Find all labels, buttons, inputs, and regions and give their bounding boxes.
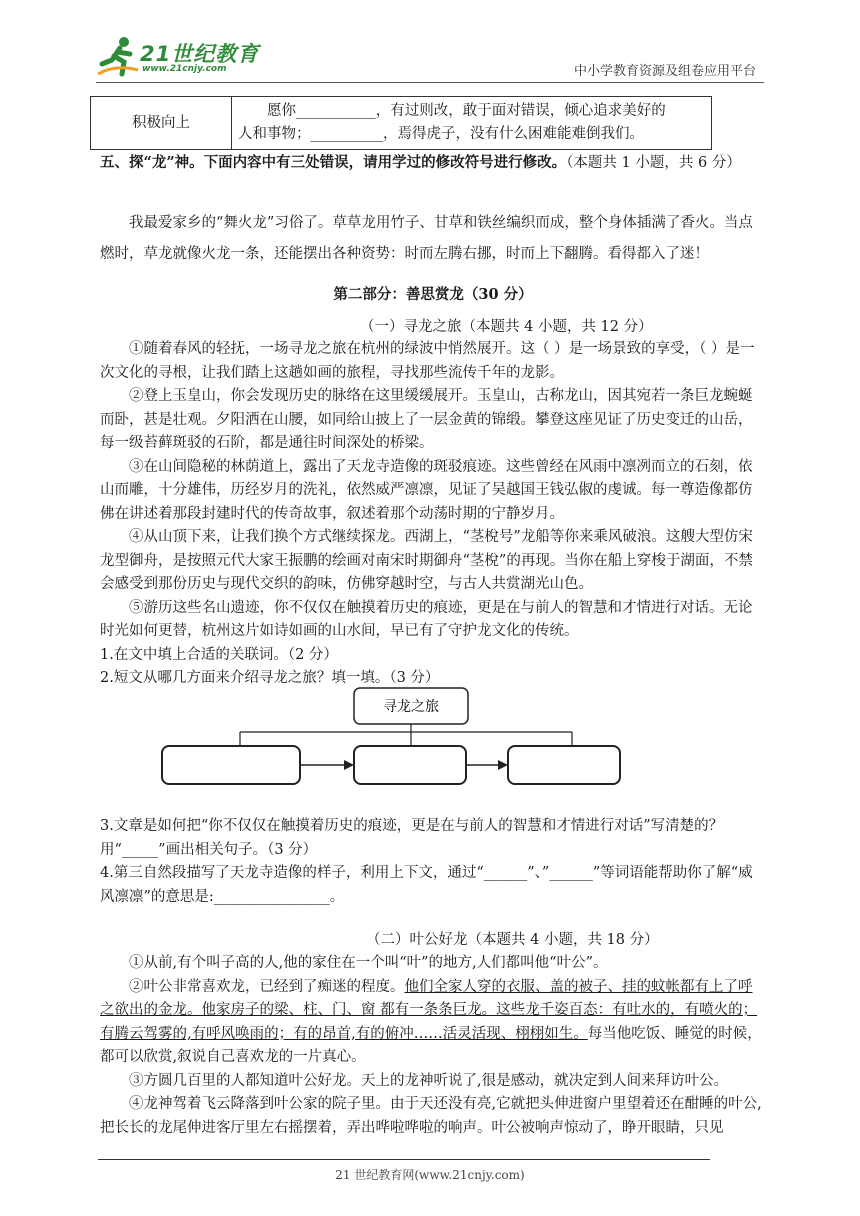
underlined-passage: 他们全家人穿的衣服、盖的被子、挂的蚊帐都有上了呼之欲出的金龙。他家房子的梁、柱、门、窗 都有一条条巨龙。这些龙千姿百态：有吐水的，有喷火的；有腾云驾雾的,有呼风唤雨的；有的昂首,有的俯冲……活灵活现、栩栩如生。 <box>100 978 758 1042</box>
arrow-icon <box>498 760 508 770</box>
table-line-1: 愿你___________，有过则改，敢于面对错误，倾心追求美好的 <box>267 103 666 119</box>
map-root-label: 寻龙之旅 <box>383 699 439 715</box>
questions-3-4 <box>100 815 766 909</box>
paragraph-4: ④从山顶下来，让我们换个方式继续探龙。西湖上，“茎梲号”龙船等你来乘风破浪。这艘大型仿宋龙型御舟，是按照元代大家王振鹏的绘画对南宋时期御舟“茎梲”的再现。当你在船上穿梭于湖面，不禁会感受到那份历史与现代交织的韵味，仿佛穿越时空，与古人共赏湖光山色。 <box>100 529 753 592</box>
map-box-2 <box>354 746 466 784</box>
sub2-body <box>100 952 766 1140</box>
arrow-icon <box>344 760 354 770</box>
story-p2-end: 每当他吃饭、睡觉的时候，都可以欣赏,叙说自己喜欢龙的一片真心。 <box>100 1025 762 1065</box>
part2-title: 第二部分：善思赏龙（30 分） <box>333 286 533 303</box>
platform-name: 中小学教育资源及组卷应用平台 <box>573 64 756 79</box>
paragraph-1: ①随着春风的轻抚，一场寻龙之旅在杭州的绿波中悄然展开。这（ ）是一场景致的享受，（ ）是一次文化的寻根，让我们踏上这趟如画的旅程，寻找那些流传千年的龙影。 <box>100 341 755 381</box>
paragraph-5: ⑤游历这些名山遗迹，你不仅仅在触摸着历史的痕迹，更是在与前人的智慧和才情进行对话。无论时光如何更替，杭州这片如诗如画的山水间，早已有了守护龙文化的传统。 <box>100 599 753 639</box>
section5-text: 我最爱家乡的“舞火龙”习俗了。草草龙用竹子、甘草和铁丝编织而成，整个身体插满了香火。当点燃时，草龙就像火龙一条，还能摆出各种资势：时而左腾右挪，时而上下翻腾。看得都入了迷！ <box>100 215 753 262</box>
map-box-1 <box>162 746 300 784</box>
sub1-title: （一）寻龙之旅（本题共 4 小题，共 12 分） <box>360 319 653 335</box>
header-divider <box>96 82 764 83</box>
quote-table <box>90 96 712 150</box>
story-paragraph-3: ③方圆几百里的人都知道叶公好龙。天上的龙神听说了,很是感动，就决定到人间来拜访叶公。 <box>129 1072 729 1089</box>
runner-icon <box>96 34 140 78</box>
footer-divider <box>98 1159 710 1160</box>
page-footer: 21 世纪教育网(www.21cnjy.com) <box>335 1168 525 1182</box>
sub1-body <box>100 338 766 691</box>
logo-url: www.21cnjy.com <box>142 64 227 74</box>
site-logo <box>96 34 276 82</box>
mind-map <box>160 686 700 790</box>
table-label: 积极向上 <box>91 97 232 150</box>
map-box-3 <box>508 746 620 784</box>
section5-heading <box>100 151 766 176</box>
table-content <box>232 97 712 150</box>
page-header <box>96 34 764 82</box>
story-paragraph-2 <box>100 976 766 1070</box>
table-line-2: 人和事物；__________，焉得虎子，没有什么困难能难倒我们。 <box>238 126 644 142</box>
story-paragraph-1: ①从前,有个叫子高的人,他的家住在一个叫“叶”的地方,人们都叫他“叶公”。 <box>129 955 608 971</box>
story-paragraph-4: ④龙神驾着飞云降落到叶公家的院子里。由于天还没有亮,它就把头伸进窗户里望着还在酣睡的叶公,把长长的龙尾伸进客厅里左右摇摆着，弄出哗啦哗啦的响声。叶公被响声惊动了，睁开眼睛，只见 <box>100 1096 762 1136</box>
paragraph-2: ②登上玉皇山，你会发现历史的脉络在这里缓缓展开。玉皇山，古称龙山，因其宛若一条巨龙蜿蜒而卧，甚是壮观。夕阳洒在山腰，如同给山披上了一层金黄的锦缎。攀登这座见证了历史变迁的山岳，每一级苔藓斑驳的石阶，都是通往时间深处的桥梁。 <box>100 388 753 451</box>
sub2-title: （二）叶公好龙（本题共 4 小题，共 18 分） <box>366 932 659 948</box>
question-2: 2.短文从哪几方面来介绍寻龙之旅？填一填。（3 分） <box>100 670 440 686</box>
question-1: 1.在文中填上合适的关联词。（2 分） <box>100 646 338 663</box>
story-p2-start: ②叶公非常喜欢龙，已经到了痴迷的程度。 <box>129 978 405 995</box>
section5-meta: （本题共 1 小题，共 6 分） <box>566 155 741 171</box>
question-4: 4.第三自然段描写了天龙寺造像的样子，利用上下文，通过“______”、”______”等词语能帮助你了解“威风凛凛”的意思是:________________。 <box>100 865 753 905</box>
section5-title: 五、探“龙”神。下面内容中有三处错误，请用学过的修改符号进行修改。 <box>100 154 567 171</box>
logo-text: 21世纪教育 <box>140 42 260 66</box>
question-3: 3.文章是如何把“你不仅仅在触摸着历史的痕迹，更是在与前人的智慧和才情进行对话”写清楚的？用“_____”画出相关句子。（3 分） <box>100 818 724 858</box>
paragraph-3: ③在山间隐秘的林荫道上，露出了天龙寺造像的斑驳痕迹。这些曾经在风雨中凛冽而立的石刻，依山而雕，十分雄伟，历经岁月的洗礼，依然威严凛凛，见证了吴越国王钱弘俶的虔诚。每一尊造像都仿佛在讲述着那段封建时代的传奇故事，叙述着那个动荡时期的宁静岁月。 <box>100 458 753 522</box>
